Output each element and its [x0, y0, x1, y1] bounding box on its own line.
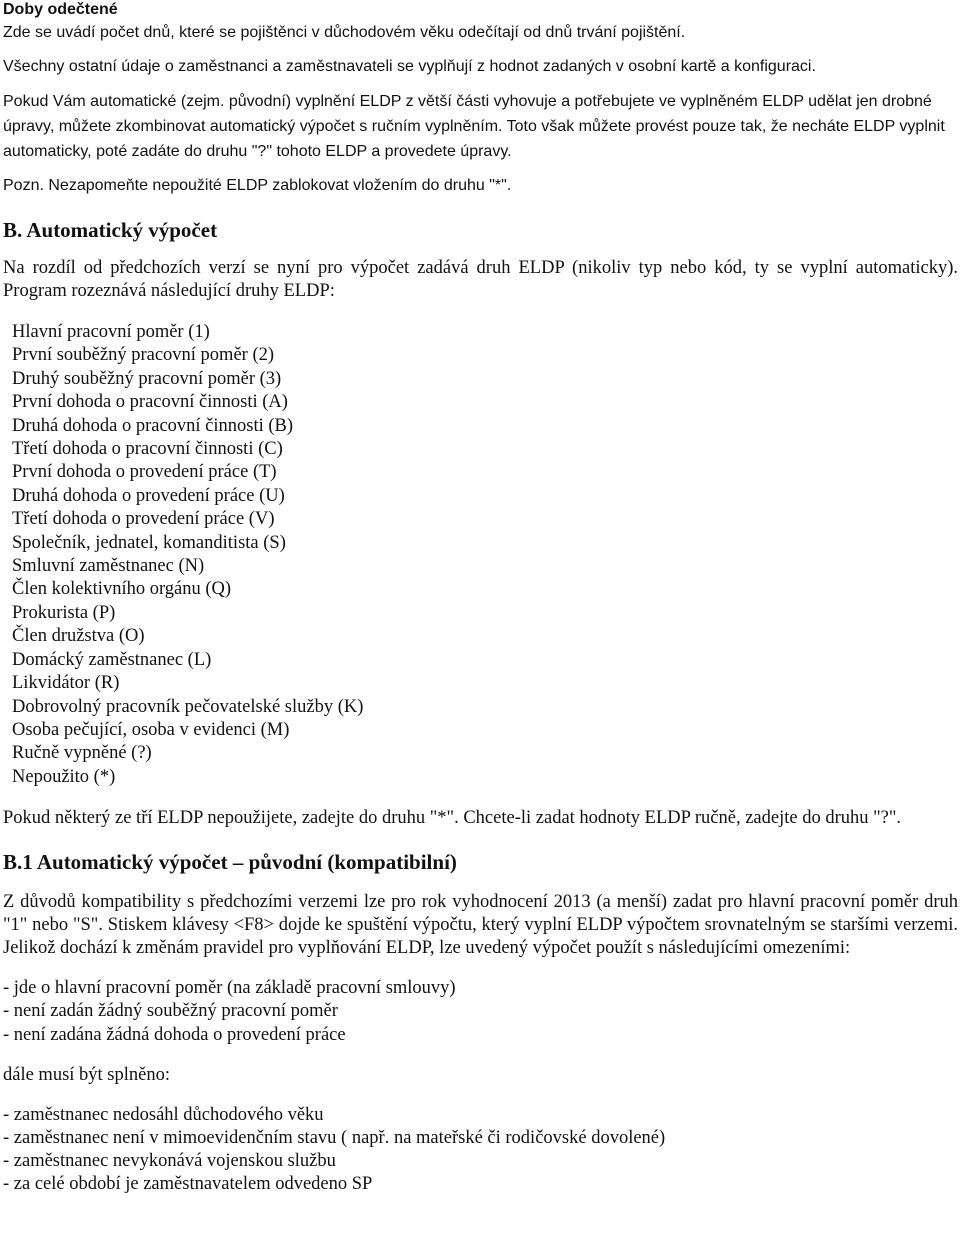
list-item: Třetí dohoda o pracovní činnosti (C) [12, 439, 283, 460]
heading-doby-odectene: Doby odečtené [3, 1, 118, 18]
list-item: - za celé období je zaměstnavatelem odvedeno SP [3, 1174, 373, 1195]
list-item: Nepoužito (*) [12, 766, 116, 787]
list-item: Druhá dohoda o pracovní činnosti (B) [12, 415, 294, 436]
document-page [3, 0, 958, 1197]
list-item: Ručně vypněné (?) [12, 743, 152, 764]
list-item: - zaměstnanec není v mimoevidenčním stavu ( např. na mateřské či rodičovské dovolené) [3, 1127, 666, 1148]
list-item: Osoba pečující, osoba v evidenci (M) [12, 719, 290, 740]
paragraph-b1-intro: Z důvodů kompatibility s předchozími verzemi lze pro rok vyhodnocení 2013 (a menší) zadat pro hlavní pracovní poměr druh "1" nebo "S". Stiskem klávesy <F8> dojde ke spuštění výpočtu, který vyplní ELDP výpočtem srovnatelným se staršími verzemi. Jelikož dochází k změnám pravidel pro vyplňování ELDP, lze uvedený výpočet použít s následujícími omezeními: [3, 892, 958, 959]
list-item: První dohoda o provedení práce (T) [12, 462, 277, 483]
heading-b1-compat: B.1 Automatický výpočet – původní (kompatibilní) [3, 850, 457, 875]
list-item: Společník, jednatel, komanditista (S) [12, 532, 286, 553]
paragraph-b-intro: Na rozdíl od předchozích verzí se nyní pro výpočet zadává druh ELDP (nikoliv typ nebo kód, ty se vyplní automaticky). Program rozeznává následující druhy ELDP: [3, 258, 958, 301]
paragraph-other-data: Všechny ostatní údaje o zaměstnanci a zaměstnavateli se vyplňují z hodnot zadaných v osobní kartě a konfiguraci. [3, 58, 816, 75]
list-item: První souběžný pracovní poměr (2) [12, 345, 275, 366]
list-item: - jde o hlavní pracovní poměr (na základě pracovní smlouvy) [3, 978, 456, 999]
paragraph-combine: Pokud Vám automatické (zejm. původní) vyplnění ELDP z větší části vyhovuje a potřebujete ve vyplněném ELDP udělat jen drobné úpravy, můžete zkombinovat automatický výpočet s ručním vyplněním. Toto však můžete provést pouze tak, že necháte ELDP vyplnit automaticky, poté zadáte do druhu "?" tohoto ELDP a provedete úpravy. [3, 93, 945, 160]
list-item: Třetí dohoda o provedení práce (V) [12, 509, 275, 530]
list-item: - zaměstnanec nedosáhl důchodového věku [3, 1104, 324, 1125]
paragraph-note: Pozn. Nezapomeňte nepoužité ELDP zablokovat vložením do druhu "*". [3, 177, 512, 194]
limits-list [3, 977, 958, 1047]
list-item: Dobrovolný pracovník pečovatelské služby (K) [12, 696, 364, 717]
paragraph-b-note: Pokud některý ze tří ELDP nepoužijete, zadejte do druhu "*". Chcete-li zadat hodnoty ELDP ručně, zadejte do druhu "?". [3, 808, 902, 829]
list-item: - není zadána žádná dohoda o provedení práce [3, 1024, 346, 1045]
list-item: Hlavní pracovní poměr (1) [12, 322, 210, 342]
list-item: Člen družstva (O) [12, 626, 145, 647]
heading-automaticky-vypocet: B. Automatický výpočet [3, 218, 218, 242]
list-item: Prokurista (P) [12, 602, 116, 623]
list-item: Smluvní zaměstnanec (N) [12, 556, 205, 577]
conditions-list [3, 1104, 958, 1197]
list-item: Likvidátor (R) [12, 673, 120, 694]
list-item: Druhá dohoda o provedení práce (U) [12, 485, 285, 506]
list-item: Člen kolektivního orgánu (Q) [12, 579, 232, 600]
paragraph-doby-intro: Zde se uvádí počet dnů, které se pojištěnci v důchodovém věku odečítají od dnů trvání pojištění. [3, 24, 686, 41]
list-item: První dohoda o pracovní činnosti (A) [12, 392, 288, 413]
eldp-types-list [3, 321, 958, 789]
list-item: Druhý souběžný pracovní poměr (3) [12, 368, 282, 389]
list-item: - není zadán žádný souběžný pracovní poměr [3, 1001, 338, 1022]
paragraph-must-label: dále musí být splněno: [3, 1064, 170, 1085]
list-item: Domácký zaměstnanec (L) [12, 649, 212, 670]
list-item: - zaměstnanec nevykonává vojenskou službu [3, 1151, 336, 1172]
